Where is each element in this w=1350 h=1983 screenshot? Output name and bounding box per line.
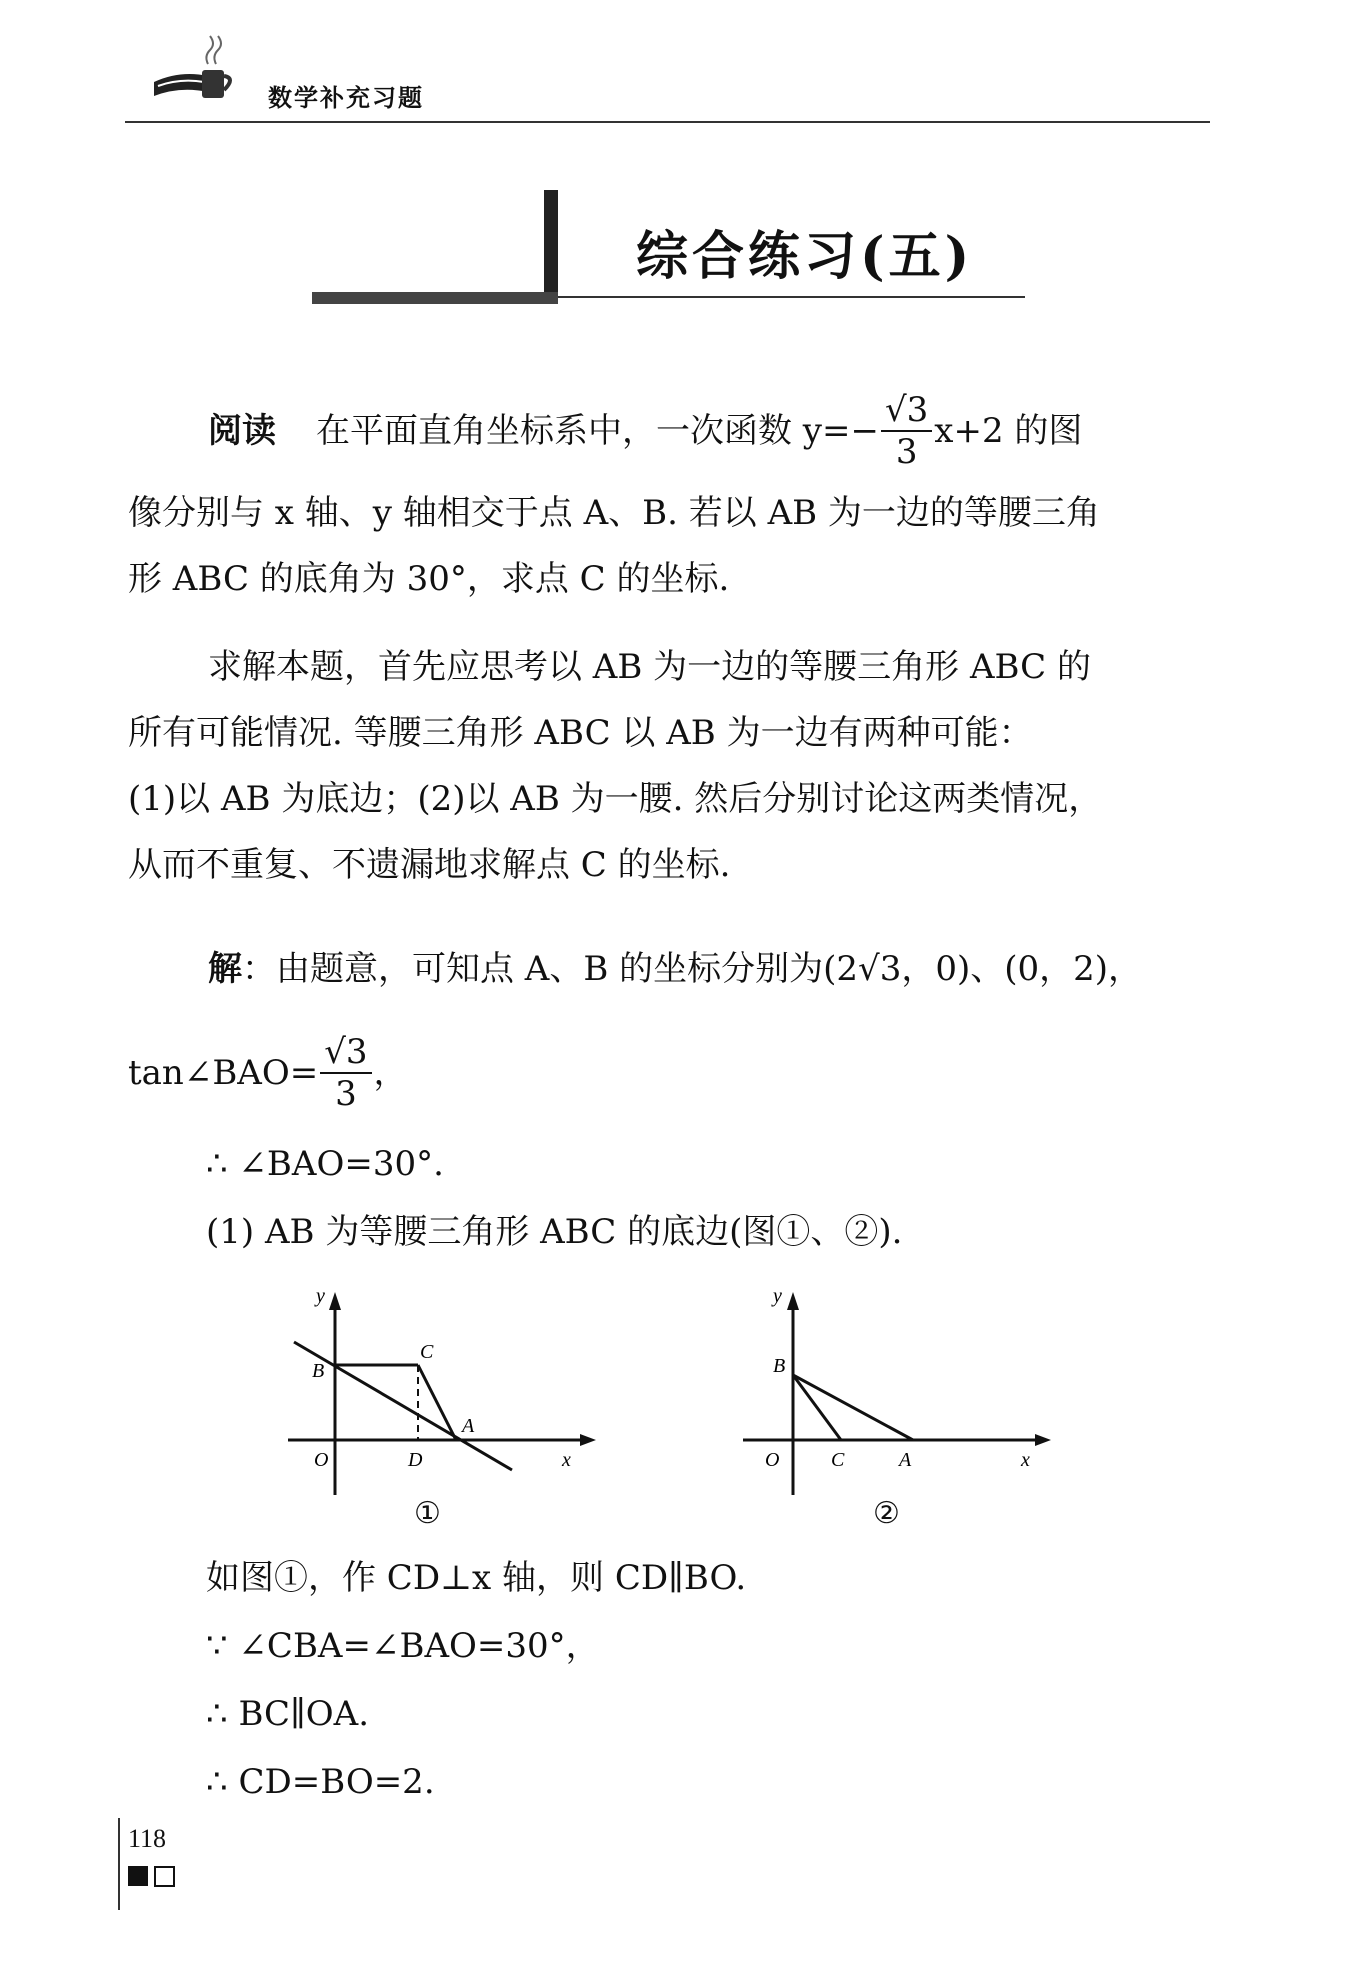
fig2-x-arrow	[1035, 1434, 1051, 1446]
fig2-y-arrow	[787, 1292, 799, 1310]
title-bar-vertical	[544, 190, 558, 302]
fig1-label-x: x	[562, 1449, 571, 1471]
analysis-line-2: 所有可能情况. 等腰三角形 ABC 以 AB 为一边有两种可能：	[128, 713, 1033, 753]
analysis-line-4: 从而不重复、不遗漏地求解点 C 的坐标.	[128, 845, 731, 885]
solution-line-3: ∴ ∠BAO=30°.	[206, 1144, 444, 1184]
fig1-label-y: y	[316, 1285, 325, 1307]
solution-line-1	[208, 936, 1142, 1002]
fig1-x-arrow	[580, 1434, 596, 1446]
analysis-line-1: 求解本题，首先应思考以 AB 为一边的等腰三角形 ABC 的	[208, 647, 1091, 687]
figure-2-caption: ②	[873, 1496, 900, 1531]
title-bar-horizontal	[312, 292, 558, 304]
fig1-label-D: D	[408, 1449, 423, 1471]
figure-2	[735, 1280, 1055, 1520]
figure-1-caption: ①	[414, 1496, 441, 1531]
fig2-label-A: A	[899, 1449, 912, 1471]
tan-denominator: 3	[335, 1074, 357, 1114]
tan-numerator: √3	[320, 1032, 371, 1074]
reading-fraction	[881, 390, 932, 472]
reading-text-1a: 在平面直角坐标系中，一次函数 y=−	[316, 411, 879, 451]
fig1-label-B: B	[312, 1360, 325, 1382]
solution-tan-line	[128, 1032, 408, 1114]
fig2-label-C: C	[831, 1449, 845, 1471]
fig1-label-C: C	[420, 1341, 434, 1363]
fig2-segment-BA	[793, 1375, 913, 1440]
section-title: 综合练习(五)	[636, 226, 974, 287]
reading-line-2: 像分别与 x 轴、y 轴相交于点 A、B. 若以 AB 为一边的等腰三角	[128, 493, 1100, 533]
book-cup-icon	[150, 30, 240, 110]
fig1-segment-CA	[418, 1365, 456, 1440]
reading-text-1b: x+2 的图	[934, 411, 1083, 451]
fraction-denominator: 3	[895, 432, 918, 472]
title-underline	[558, 296, 1025, 298]
fig1-label-A: A	[462, 1415, 475, 1437]
header-rule	[125, 121, 1210, 123]
page-number: 118	[128, 1824, 167, 1853]
analysis-line-3: (1)以 AB 为底边；(2)以 AB 为一腰. 然后分别讨论这两类情况，	[128, 779, 1103, 819]
reading-line-1	[208, 390, 1082, 472]
solution-line-8: ∴ CD=BO=2.	[206, 1762, 435, 1802]
reading-label: 阅读	[208, 411, 276, 451]
solution-line-5: 如图①，作 CD⊥x 轴，则 CD∥BO.	[206, 1558, 747, 1598]
solution-line-4: (1) AB 为等腰三角形 ABC 的底边(图①、②).	[206, 1212, 903, 1252]
footer-empty-square	[154, 1866, 175, 1887]
tan-suffix: ，	[373, 1053, 408, 1093]
fig2-label-x: x	[1021, 1449, 1030, 1471]
fig2-segment-BC	[793, 1375, 841, 1440]
solution-label: 解	[208, 949, 242, 989]
fig1-y-arrow	[329, 1292, 341, 1310]
reading-line-3: 形 ABC 的底角为 30°，求点 C 的坐标.	[128, 559, 730, 599]
solution-line-7: ∴ BC∥OA.	[206, 1694, 370, 1734]
fig2-label-y: y	[773, 1285, 782, 1307]
fig2-label-B: B	[773, 1355, 786, 1377]
header-title: 数学补充习题	[268, 84, 424, 112]
solution-text-1: ：由题意，可知点 A、B 的坐标分别为(2√3，0)、(0，2)，	[242, 949, 1143, 989]
tan-prefix: tan∠BAO=	[128, 1053, 319, 1093]
tan-fraction	[320, 1032, 371, 1114]
fig2-label-O: O	[765, 1449, 780, 1471]
footer-vertical-rule	[118, 1818, 120, 1910]
figure-1	[280, 1280, 600, 1520]
fig1-label-O: O	[314, 1449, 329, 1471]
fraction-numerator: √3	[881, 390, 932, 432]
solution-line-6: ∵ ∠CBA=∠BAO=30°，	[206, 1626, 600, 1666]
footer-filled-square	[128, 1866, 148, 1886]
